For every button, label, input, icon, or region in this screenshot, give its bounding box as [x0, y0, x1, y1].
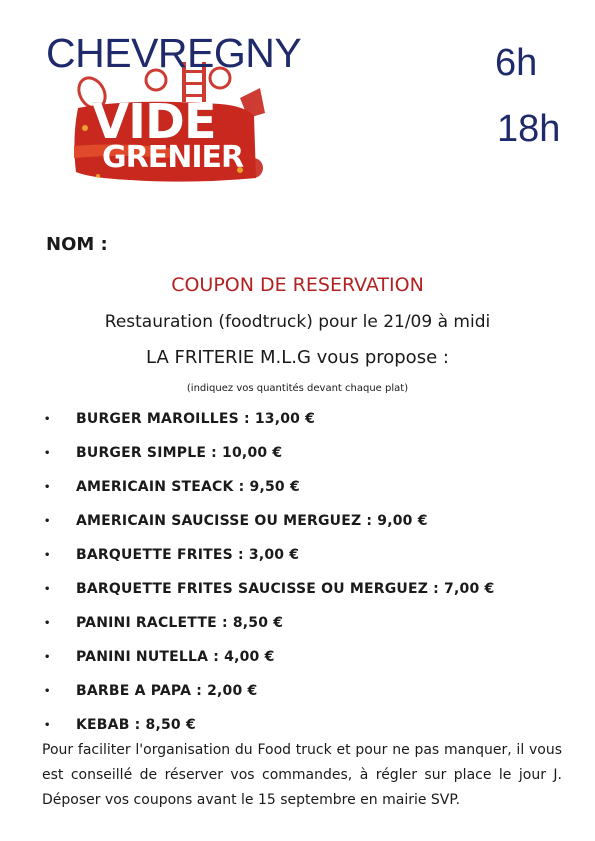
- menu-item: [40, 436, 494, 470]
- menu-item: [40, 572, 494, 606]
- menu-item: [40, 470, 494, 504]
- vide-grenier-logo: [70, 58, 270, 188]
- coupon-subtitle: Restauration (foodtruck) pour le 21/09 à midi: [104, 312, 491, 332]
- bullet-icon: •: [44, 447, 51, 459]
- end-time: 18h: [497, 108, 561, 150]
- menu-item: [40, 640, 494, 674]
- menu-item-text: BARQUETTE FRITES SAUCISSE OU MERGUEZ : 7,00 €: [76, 581, 495, 597]
- bullet-icon: •: [44, 617, 51, 629]
- bullet-icon: •: [44, 549, 51, 561]
- menu-item-text: AMERICAIN STEACK : 9,50 €: [76, 479, 300, 495]
- start-time: 6h: [495, 42, 538, 84]
- vendor-line: LA FRITERIE M.L.G vous propose :: [146, 347, 449, 368]
- bullet-icon: •: [44, 651, 51, 663]
- menu-item-text: PANINI NUTELLA : 4,00 €: [76, 649, 275, 665]
- menu-item: [40, 674, 494, 708]
- coupon-title: COUPON DE RESERVATION: [171, 274, 424, 296]
- menu-item: [40, 606, 494, 640]
- menu-list: [40, 402, 494, 742]
- menu-item: [40, 504, 494, 538]
- bullet-icon: •: [44, 515, 51, 527]
- menu-item-text: BARBE A PAPA : 2,00 €: [76, 683, 258, 699]
- bullet-icon: •: [44, 719, 51, 731]
- menu-item-text: BARQUETTE FRITES : 3,00 €: [76, 547, 300, 563]
- logo-line2: GRENIER: [102, 140, 244, 175]
- menu-item: [40, 538, 494, 572]
- menu-item-text: PANINI RACLETTE : 8,50 €: [76, 615, 284, 631]
- name-field-label: NOM :: [46, 234, 108, 255]
- menu-item-text: BURGER SIMPLE : 10,00 €: [76, 445, 283, 461]
- bullet-icon: •: [44, 413, 51, 425]
- menu-item-text: AMERICAIN SAUCISSE OU MERGUEZ : 9,00 €: [76, 513, 428, 529]
- logo-line1: VIDE: [92, 94, 216, 150]
- footer-notice: Pour faciliter l'organisation du Food truck et pour ne pas manquer, il vous est conseillé de réserver vos commandes, à régler sur place le jour J. Déposer vos coupons avant le 15 septembre en mairie SVP.: [42, 742, 562, 808]
- bullet-icon: •: [44, 583, 51, 595]
- menu-item: [40, 402, 494, 436]
- menu-item-text: KEBAB : 8,50 €: [76, 717, 196, 733]
- quantity-instruction: (indiquez vos quantités devant chaque plat): [186, 383, 409, 394]
- town-name: CHEVREGNY: [46, 30, 302, 76]
- menu-item: [40, 708, 494, 742]
- bullet-icon: •: [44, 685, 51, 697]
- bullet-icon: •: [44, 481, 51, 493]
- menu-item-text: BURGER MAROILLES : 13,00 €: [76, 411, 316, 427]
